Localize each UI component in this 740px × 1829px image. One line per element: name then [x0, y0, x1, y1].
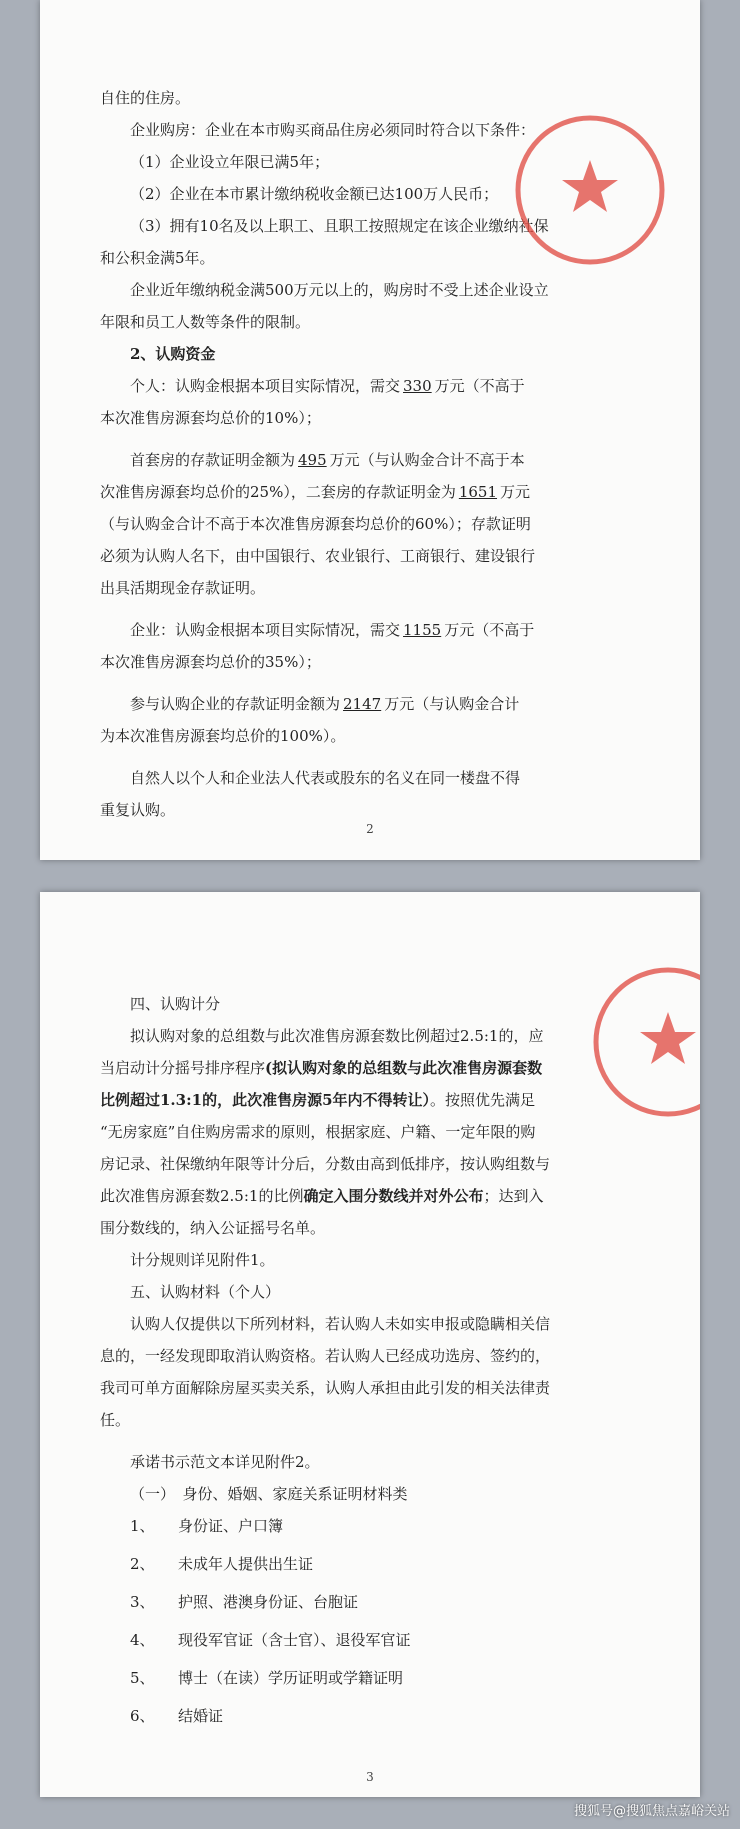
text-line: 个人：认购金根据本项目实际情况，需交 330 万元（不高于 — [130, 377, 525, 395]
company-seal-icon — [510, 110, 670, 270]
text-line: 参与认购企业的存款证明金额为 2147 万元（与认购金合计 — [130, 695, 520, 713]
text-line: 计分规则详见附件1。 — [130, 1251, 275, 1269]
list-item — [100, 1662, 640, 1694]
text-line: 出具活期现金存款证明。 — [100, 579, 266, 597]
list-item-text: 现役军官证（含士官）、退役军官证 — [178, 1631, 411, 1649]
watermark-footer: 搜狐号@搜狐焦点嘉峪关站 — [573, 1804, 730, 1819]
text-line: （3）拥有10名及以上职工、且职工按照规定在该企业缴纳社保 — [130, 217, 549, 235]
text-line: 年限和员工人数等条件的限制。 — [100, 313, 311, 331]
deposit-amount: 330 — [403, 377, 432, 395]
text-line: 为本次准售房源套均总价的100%）。 — [100, 727, 346, 745]
text-line: 任。 — [100, 1411, 131, 1429]
list-item — [100, 1586, 640, 1618]
deposit-amount: 495 — [298, 451, 327, 469]
text-line: 当启动计分摇号排序程序(拟认购对象的总组数与此次准售房源套数 — [100, 1059, 543, 1077]
text-line: “无房家庭”自住购房需求的原则，根据家庭、户籍、一定年限的购 — [100, 1123, 536, 1141]
text-line: （1）企业设立年限已满5年； — [130, 153, 330, 171]
text-line: 首套房的存款证明金额为 495 万元（与认购金合计不高于本 — [130, 451, 525, 469]
text-line: （与认购金合计不高于本次准售房源套均总价的60%）；存款证明 — [100, 515, 531, 533]
text-line: 企业购房：企业在本市购买商品住房必须同时符合以下条件： — [130, 121, 536, 139]
text-line: 企业：认购金根据本项目实际情况，需交 1155 万元（不高于 — [130, 621, 535, 639]
materials-list — [100, 1510, 640, 1732]
list-item — [100, 1624, 640, 1656]
text-line: 息的，一经发现即取消认购资格。若认购人已经成功选房、签约的， — [100, 1347, 551, 1365]
text-line: 重复认购。 — [100, 801, 176, 819]
list-item — [100, 1548, 640, 1580]
section-heading-scoring: 四、认购计分 — [130, 995, 221, 1013]
list-item-number: 1、 — [130, 1517, 155, 1535]
page-number: 2 — [366, 822, 374, 836]
list-item-number: 4、 — [130, 1631, 155, 1649]
text-line: 本次准售房源套均总价的35%）； — [100, 653, 321, 671]
section-heading-funds: 2、认购资金 — [130, 345, 216, 363]
list-item-number: 6、 — [130, 1707, 155, 1725]
list-item-text: 结婚证 — [178, 1707, 224, 1725]
text-line: 房记录、社保缴纳年限等计分后，分数由高到低排序，按认购组数与 — [100, 1155, 551, 1173]
text-line: 拟认购对象的总组数与此次准售房源套数比例超过2.5:1的，应 — [130, 1027, 544, 1045]
list-item — [100, 1510, 640, 1542]
text-line: 本次准售房源套均总价的10%）； — [100, 409, 321, 427]
text-line: 必须为认购人名下，由中国银行、农业银行、工商银行、建设银行 — [100, 547, 536, 565]
text-line: 我司可单方面解除房屋买卖关系，认购人承担由此引发的相关法律责 — [100, 1379, 551, 1397]
deposit-amount: 1155 — [403, 621, 442, 639]
text-line: 承诺书示范文本详见附件2。 — [130, 1453, 320, 1471]
text-line: 此次准售房源套数2.5:1的比例确定入围分数线并对外公布；达到入 — [100, 1187, 544, 1205]
text-line: 次准售房源套均总价的25%），二套房的存款证明金为 1651 万元 — [100, 483, 531, 501]
list-item-number: 3、 — [130, 1593, 155, 1611]
sub-heading: （一） 身份、婚姻、家庭关系证明材料类 — [130, 1485, 408, 1503]
text-line: 自住的住房。 — [100, 89, 191, 107]
document-page-1 — [40, 0, 700, 860]
text-line: 和公积金满5年。 — [100, 249, 215, 267]
page-2-body — [100, 988, 640, 1732]
document-page-2 — [40, 892, 700, 1797]
text-line: 自然人以个人和企业法人代表或股东的名义在同一楼盘不得 — [130, 769, 521, 787]
text-line: 围分数线的，纳入公证摇号名单。 — [100, 1219, 326, 1237]
text-line: （2）企业在本市累计缴纳税收金额已达100万人民币； — [130, 185, 499, 203]
text-line: 企业近年缴纳税金满500万元以上的，购房时不受上述企业设立 — [130, 281, 549, 299]
list-item-number: 2、 — [130, 1555, 155, 1573]
list-item-text: 护照、港澳身份证、台胞证 — [178, 1593, 359, 1611]
page-number: 3 — [366, 1770, 374, 1784]
deposit-amount: 1651 — [458, 483, 498, 501]
list-item-text: 身份证、户口簿 — [178, 1517, 284, 1535]
list-item-text: 博士（在读）学历证明或学籍证明 — [178, 1669, 404, 1687]
list-item-text: 未成年人提供出生证 — [178, 1555, 314, 1573]
deposit-amount: 2147 — [343, 695, 382, 713]
list-item-number: 5、 — [130, 1669, 155, 1687]
text-line: 认购人仅提供以下所列材料，若认购人未如实申报或隐瞒相关信 — [130, 1315, 551, 1333]
list-item — [100, 1700, 640, 1732]
text-line: 比例超过1.3:1的，此次准售房源5年内不得转让）。按照优先满足 — [100, 1091, 536, 1109]
section-heading-materials: 五、认购材料（个人） — [130, 1283, 281, 1301]
company-seal-icon — [588, 962, 700, 1122]
